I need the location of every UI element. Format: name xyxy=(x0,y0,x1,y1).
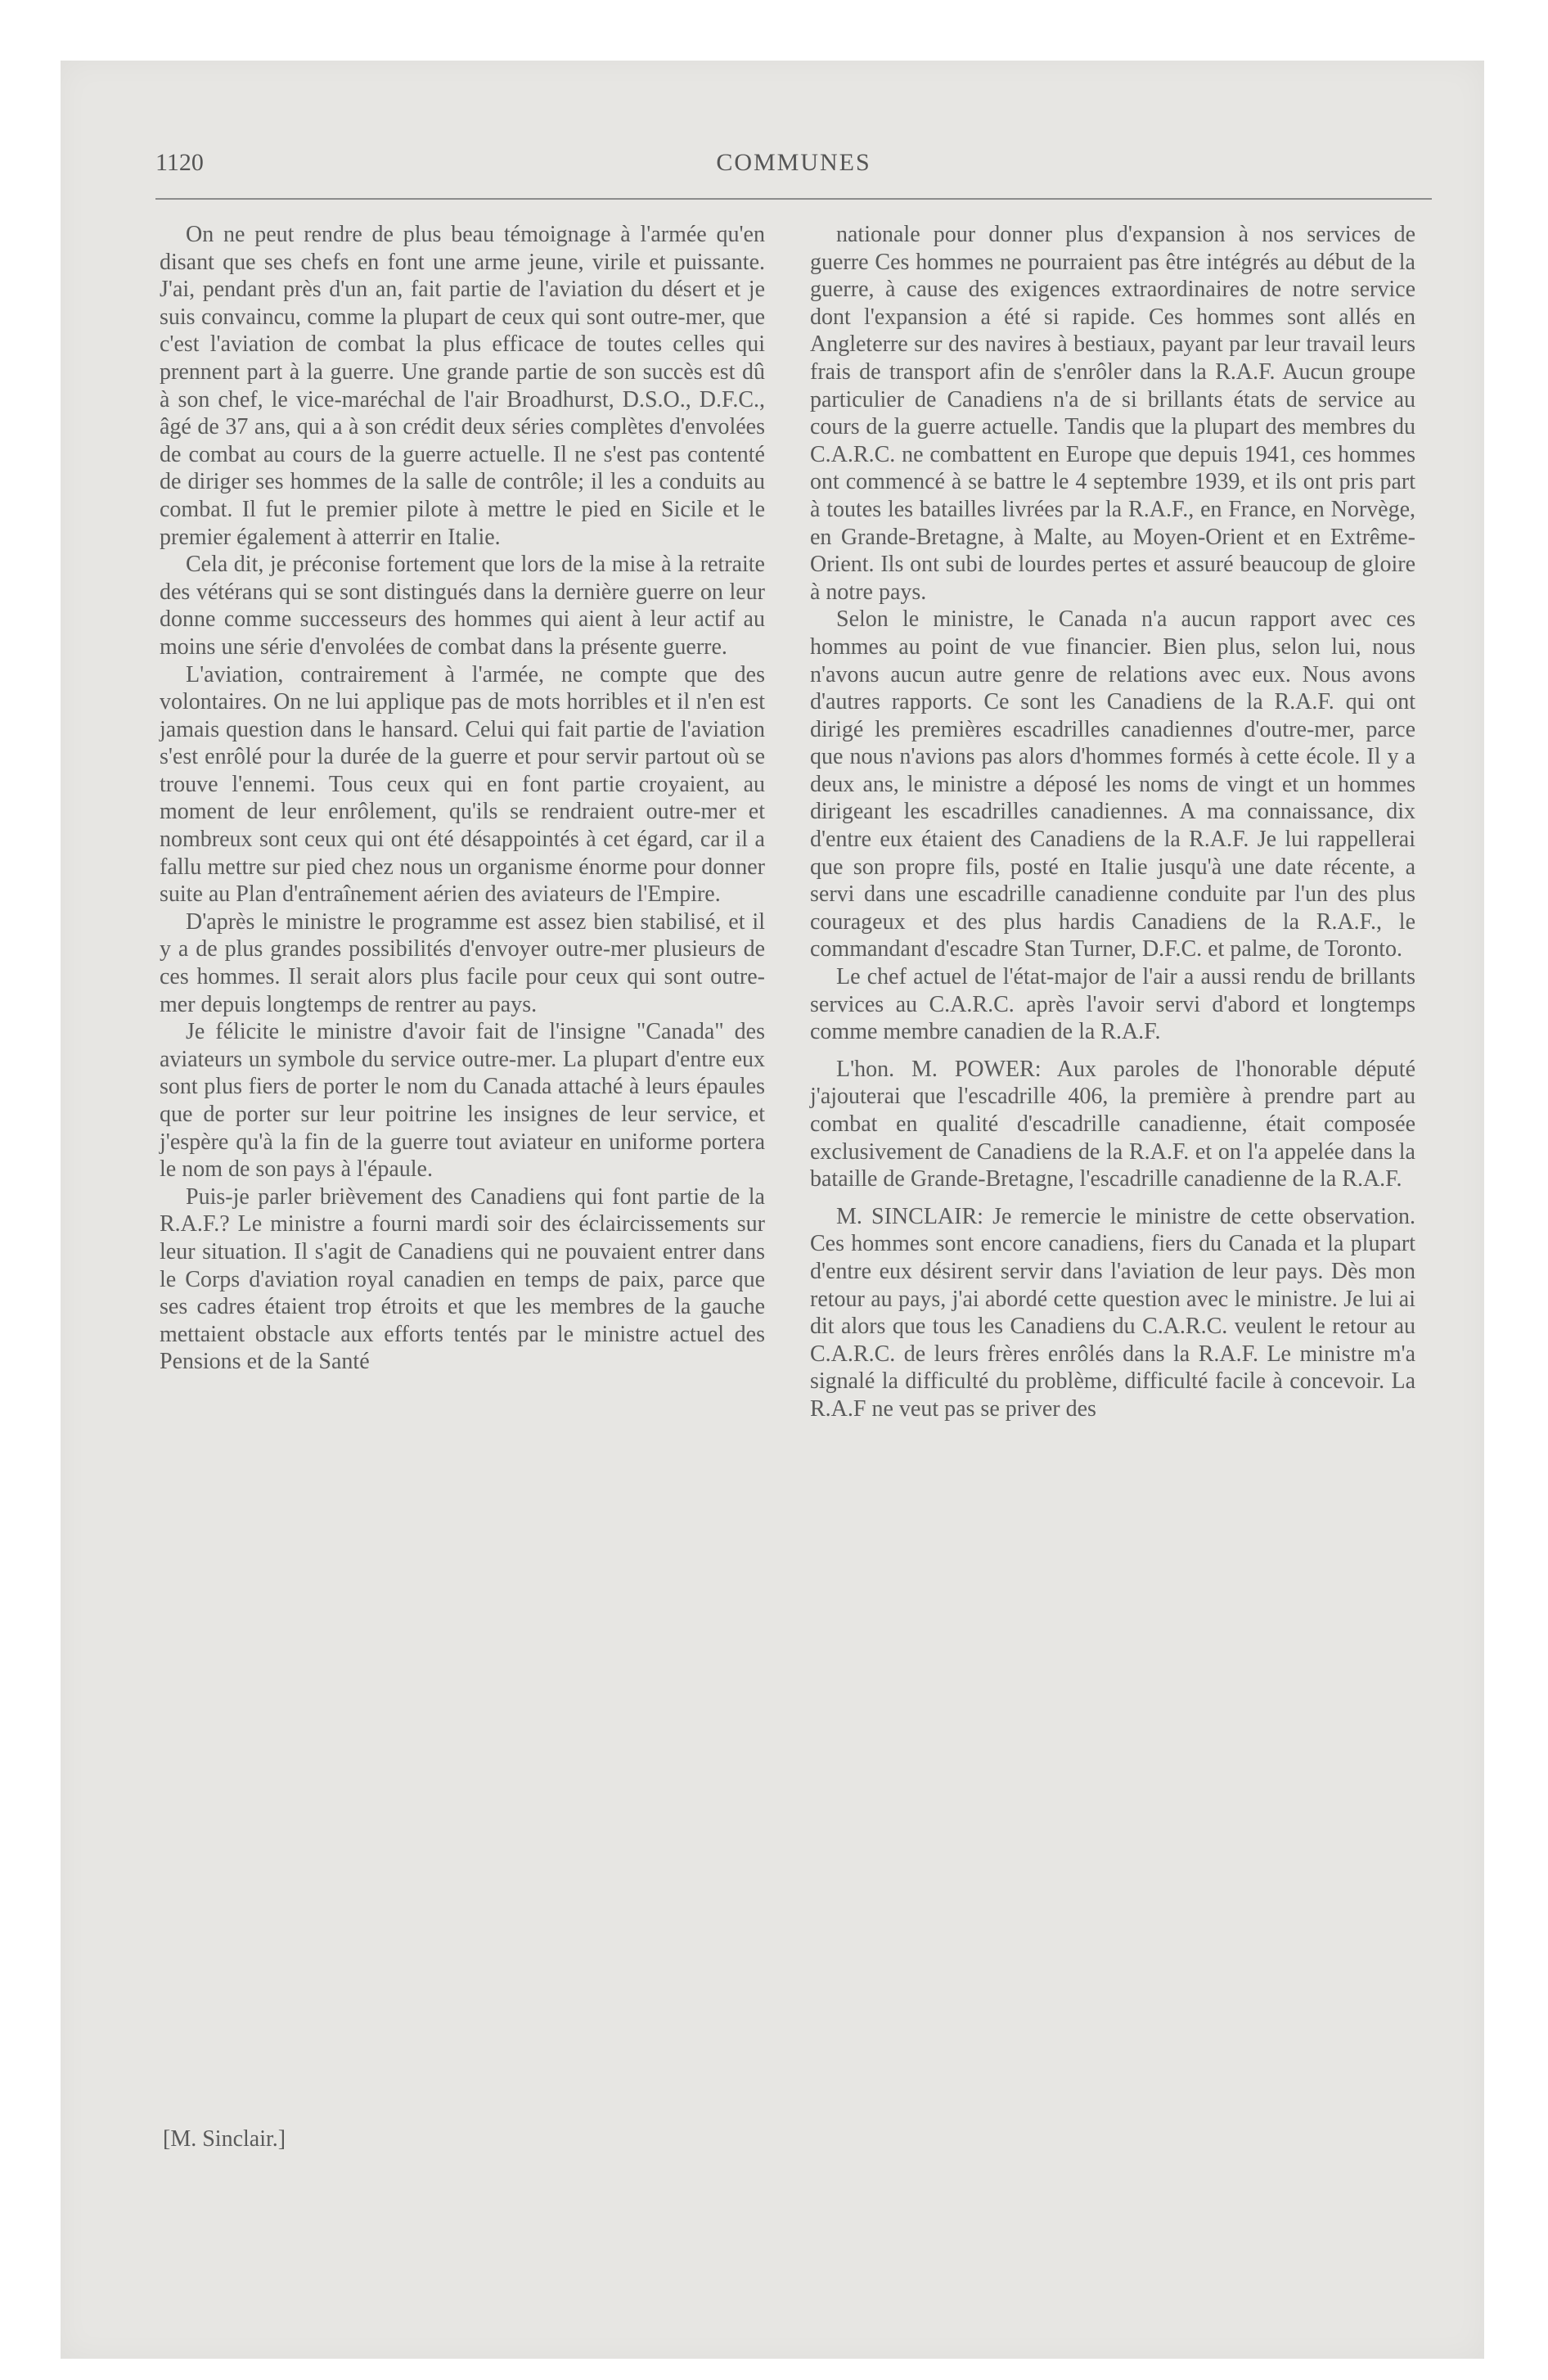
page-header xyxy=(155,146,1432,195)
paragraph: Selon le ministre, le Canada n'a aucun rapport avec ces hommes au point de vue financier. Bien plus, selon lui, nous n'avons aucun autre genre de relations avec eux. Nous avons d'autres rapports. Ce sont les Canadiens de la R.A.F. qui ont dirigé les premières escadrilles canadiennes d'outre-mer, parce que nous n'avions pas alors d'hommes formés à cette école. Il y a deux ans, le ministre a déposé les noms de vingt et un hommes dirigeant les escadrilles canadiennes. A ma connaissance, dix d'entre eux étaient des Canadiens de la R.A.F. Je lui rappellerai que son propre fils, posté en Italie jusqu'à une date récente, a servi dans une escadrille canadienne conduite par l'un des plus courageux et des plus hardis Canadiens de la R.A.F., le commandant d'escadre Stan Turner, D.F.C. et palme, de Toronto. xyxy=(810,606,1415,962)
running-head: COMMUNES xyxy=(716,149,871,176)
paragraph: Le chef actuel de l'état-major de l'air a aussi rendu de brillants services au C.A.R.C. après l'avoir servi d'abord et longtemps comme membre canadien de la R.A.F. xyxy=(810,964,1415,1045)
paragraph: On ne peut rendre de plus beau témoignage à l'armée qu'en disant que ses chefs en font une arme jeune, virile et puissante. J'ai, pendant près d'un an, fait partie de l'aviation du désert et je suis convaincu, comme la plupart de ceux qui sont outre-mer, que c'est l'aviation de combat la plus efficace de toutes celles qui prennent part à la guerre. Une grande partie de son succès est dû à son chef, le vice-maréchal de l'air Broadhurst, D.S.O., D.F.C., âgé de 37 ans, qui a à son crédit deux séries complètes d'envolées de combat au cours de la guerre actuelle. Il ne s'est pas contenté de diriger ses hommes de la salle de contrôle; il les a conduits au combat. Il fut le premier pilote à mettre le pied en Sicile et le premier également à atterrir en Italie. xyxy=(160,222,765,550)
paragraph: Cela dit, je préconise fortement que lors de la mise à la retraite des vétérans qui se sont distingués dans la dernière guerre on leur donne comme successeurs des hommes qui aient à leur actif au moins une série d'envolées de combat dans la présente guerre. xyxy=(160,552,765,660)
paragraph: D'après le ministre le programme est assez bien stabilisé, et il y a de plus grandes possibilités d'envoyer outre-mer plusieurs de ces hommes. Il serait alors plus facile pour ceux qui sont outre-mer depuis longtemps de rentrer au pays. xyxy=(160,908,765,1017)
page-number: 1120 xyxy=(155,149,204,176)
paragraph: Puis-je parler brièvement des Canadiens qui font partie de la R.A.F.? Le ministre a fourni mardi soir des éclaircissements sur leur situation. Il s'agit de Canadiens qui ne pouvaient entrer dans le Corps d'aviation royal canadien en temps de paix, parce que ses cadres étaient trop étroits et que les membres de la gauche mettaient obstacle aux efforts tentés par le ministre actuel des Pensions et de la Santé xyxy=(160,1183,765,1375)
right-column xyxy=(810,221,1415,1423)
paragraph: M. SINCLAIR: Je remercie le ministre de cette observation. Ces hommes sont encore canadiens, fiers du Canada et la plupart d'entre eux désirent servir dans l'aviation de leur pays. Dès mon retour au pays, j'ai abordé cette question avec le ministre. Je lui ai dit alors que tous les Canadiens du C.A.R.C. veulent le retour au C.A.R.C. de leurs frères enrôlés dans la R.A.F. Le ministre m'a signalé la difficulté du problème, difficulté facile à concevoir. La R.A.F ne veut pas se priver des xyxy=(810,1203,1415,1422)
paragraph: L'hon. M. POWER: Aux paroles de l'honorable député j'ajouterai que l'escadrille 406, la première à prendre part au combat en qualité d'escadrille canadienne, était composée exclusivement de Canadiens de la R.A.F. et on l'a appelée dans la bataille de Grande-Bretagne, l'escadrille canadienne de la R.A.F. xyxy=(810,1056,1415,1192)
paragraph: nationale pour donner plus d'expansion à nos services de guerre Ces hommes ne pourraient pas être intégrés au début de la guerre, à cause des exigences extraordinaires de notre service dont l'expansion a été si rapide. Ces hommes sont allés en Angleterre sur des navires à bestiaux, payant par leur travail leurs frais de transport afin de s'enrôler dans la R.A.F. Aucun groupe particulier de Canadiens n'a de si brillants états de service au cours de la guerre actuelle. Tandis que la plupart des membres du C.A.R.C. ne combattent en Europe que depuis 1941, ces hommes ont commencé à se battre le 4 septembre 1939, et ils ont pris part à toutes les batailles livrées par la R.A.F., en France, en Norvège, en Grande-Bretagne, à Malte, au Moyen-Orient et en Extrême-Orient. Ils ont subi de lourdes pertes et assuré beaucoup de gloire à notre pays. xyxy=(810,222,1415,605)
paragraph: L'aviation, contrairement à l'armée, ne compte que des volontaires. On ne lui applique pas de mots horribles et il n'en est jamais question dans le hansard. Celui qui fait partie de l'aviation s'est enrôlé pour la durée de la guerre et pour servir partout où se trouve l'ennemi. Tous ceux qui en font partie croyaient, au moment de leur enrôlement, qu'ils se rendraient outre-mer et nombreux sont ceux qui ont été désappointés à cet égard, car il a fallu mettre sur pied chez nous un organisme énorme pour donner suite au Plan d'entraînement aérien des aviateurs de l'Empire. xyxy=(160,661,765,908)
paragraph: Je félicite le ministre d'avoir fait de l'insigne "Canada" des aviateurs un symbole du service outre-mer. La plupart d'entre eux sont plus fiers de porter le nom du Canada attaché à leurs épaules que de porter sur leur poitrine les insignes de leur service, et j'espère qu'à la fin de la guerre tout aviateur en uniforme portera le nom de son pays à l'épaule. xyxy=(160,1019,765,1183)
speaker-attribution: [M. Sinclair.] xyxy=(163,2126,286,2152)
header-rule xyxy=(155,198,1432,200)
left-column xyxy=(160,221,765,1376)
